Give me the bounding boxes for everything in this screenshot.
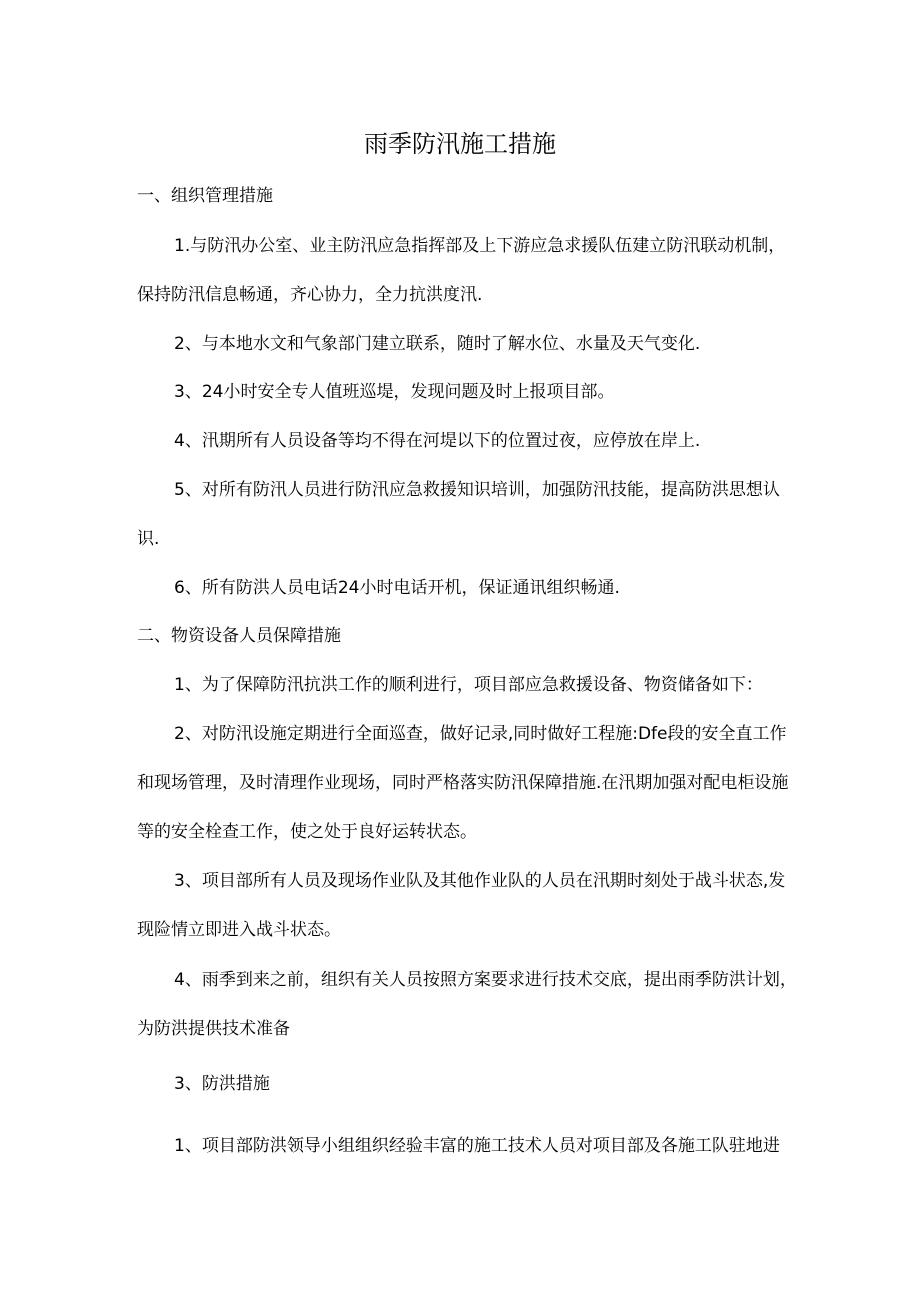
paragraph-line: 6、所有防洪人员电话24小时电话开机，保证通讯组织畅通. xyxy=(174,578,620,598)
paragraph-line: 等的安全栓查工作，使之处于良好运转状态。 xyxy=(137,822,477,842)
paragraph-line: 1.与防汛办公室、业主防汛应急指挥部及上下游应急求援队伍建立防汛联动机制， xyxy=(174,236,786,256)
paragraph-line: 1、项目部防洪领导小组组织经验丰富的施工技术人员对项目部及各施工队驻地进 xyxy=(174,1136,780,1156)
paragraph-line: 3、24小时安全专人值班巡堤，发现问题及时上报项目部。 xyxy=(174,382,615,402)
subsection-heading-flood-measures: 3、防洪措施 xyxy=(174,1074,270,1094)
paragraph-line: 4、汛期所有人员设备等均不得在河堤以下的位置过夜，应停放在岸上. xyxy=(174,431,701,451)
document-title: 雨季防汛施工措施 xyxy=(364,130,556,158)
paragraph-line: 1、为了保障防汛抗洪工作的顺利进行，项目部应急救援设备、物资储备如下： xyxy=(174,675,763,695)
section-heading-supplies: 二、物资设备人员保障措施 xyxy=(137,626,341,646)
paragraph-line: 3、项目部所有人员及现场作业队及其他作业队的人员在汛期时刻处于战斗状态,发 xyxy=(174,871,786,891)
paragraph-line: 现险情立即进入战斗状态。 xyxy=(137,920,341,940)
paragraph-line: 2、对防汛设施定期进行全面巡查，做好记录,同时做好工程施:Dfe段的安全直工作 xyxy=(174,724,787,744)
paragraph-line: 5、对所有防汛人员进行防汛应急救援知识培训，加强防汛技能，提高防洪思想认 xyxy=(174,480,780,500)
paragraph-line: 和现场管理，及时清理作业现场，同时严格落实防汛保障措施.在汛期加强对配电柜设施 xyxy=(137,773,789,793)
section-heading-organization: 一、组织管理措施 xyxy=(137,186,273,206)
paragraph-line: 保持防汛信息畅通，齐心协力，全力抗洪度汛. xyxy=(137,285,483,305)
paragraph-line: 识. xyxy=(137,529,160,549)
paragraph-line: 4、雨季到来之前，组织有关人员按照方案要求进行技术交底，提出雨季防洪计划， xyxy=(174,970,797,990)
paragraph-line: 2、与本地水文和气象部门建立联系，随时了解水位、水量及天气变化. xyxy=(174,334,701,354)
paragraph-line: 为防洪提供技术准备 xyxy=(137,1019,290,1039)
